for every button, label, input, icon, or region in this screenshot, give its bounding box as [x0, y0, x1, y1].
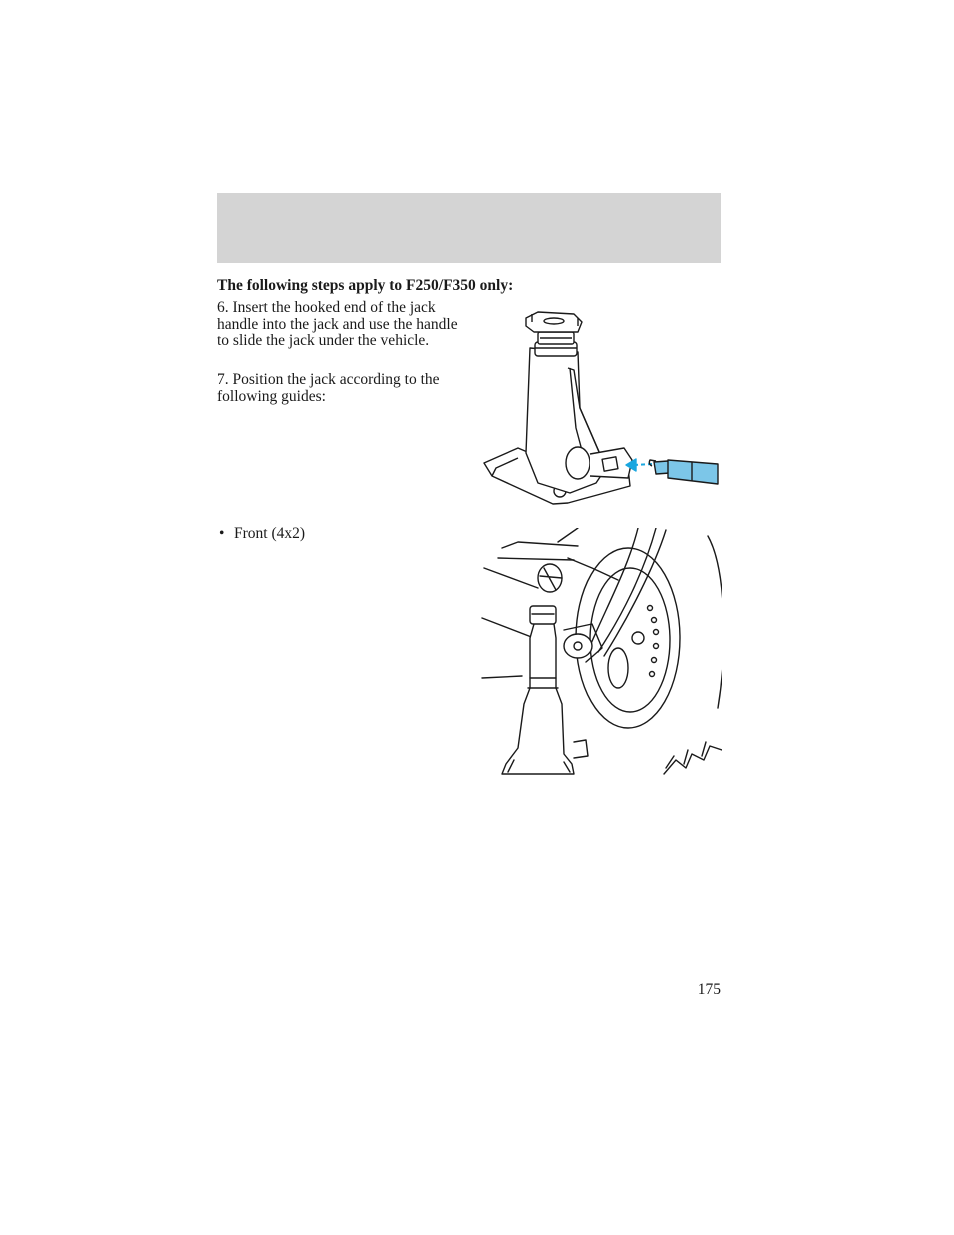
bullet-marker: •: [219, 525, 225, 542]
front-4x2-jack-position-illustration: [478, 528, 722, 778]
section-heading: The following steps apply to F250/F350 only:: [217, 277, 514, 294]
page-number: 175: [697, 981, 721, 998]
step-6-text: 6. Insert the hooked end of the jack handle into the jack and use the handle to slide the jack under the vehicle.: [217, 299, 458, 349]
jack-handle-illustration: [478, 308, 722, 508]
section-header-band: [217, 193, 721, 263]
bullet-front-4x2: [219, 525, 305, 543]
bullet-label: Front (4x2): [234, 525, 306, 542]
step-7-text: 7. Position the jack according to the following guides:: [217, 371, 440, 405]
